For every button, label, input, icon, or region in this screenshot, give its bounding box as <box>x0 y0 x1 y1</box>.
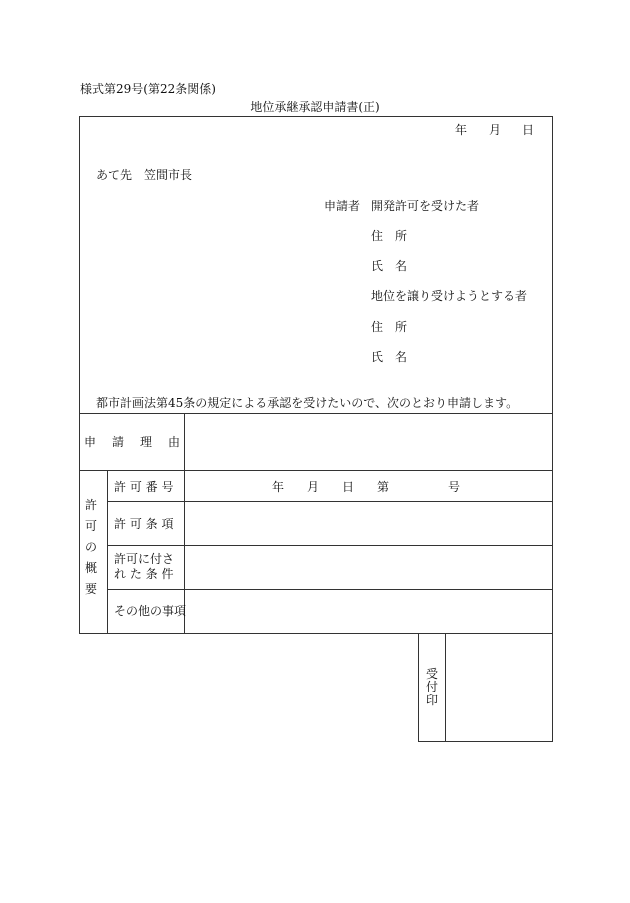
overview-label-char: 可 <box>84 519 97 533</box>
reason-label-char-2: 請 <box>112 435 125 449</box>
address-label-2: 住 所 <box>371 320 408 334</box>
document-title: 地位承継承認申請書(正) <box>250 100 380 114</box>
application-statement: 都市計画法第45条の規定による承認を受けたいので、次のとおり申請します。 <box>96 396 519 410</box>
permit-number-label: 許 可 番 号 <box>114 480 174 494</box>
row-rule-2 <box>107 545 553 546</box>
permit-conditions-line-1: 許可に付さ <box>114 552 175 566</box>
permit-clause-label: 許 可 条 項 <box>114 517 174 531</box>
row-rule-1 <box>107 501 553 502</box>
reason-bottom-rule <box>79 470 553 471</box>
permit-number-day: 日 <box>342 480 355 494</box>
label-column-rule <box>184 413 185 633</box>
permit-number-dai: 第 <box>377 480 390 494</box>
reason-label-char-3: 理 <box>140 435 153 449</box>
overview-label-char: 概 <box>84 561 97 575</box>
permit-holder-label: 開発許可を受けた者 <box>371 199 480 213</box>
permit-number-month: 月 <box>307 480 320 494</box>
date-month: 月 <box>489 123 502 137</box>
addressee: あて先 笠間市長 <box>96 168 193 182</box>
form-number: 様式第29号(第22条関係) <box>80 82 216 96</box>
permit-number-year: 年 <box>272 480 285 494</box>
overview-label-char: の <box>84 540 97 554</box>
overview-label-rule <box>107 470 108 633</box>
overview-label <box>83 495 99 600</box>
transferee-label: 地位を譲り受けようとする者 <box>371 289 528 303</box>
table-top-rule <box>79 413 553 414</box>
permit-number-go: 号 <box>448 480 461 494</box>
receipt-label-char: 付 <box>425 680 438 694</box>
permit-conditions-line-2: れ た 条 件 <box>114 567 174 581</box>
reason-label-char-1: 申 <box>84 435 97 449</box>
name-label-1: 氏 名 <box>371 259 408 273</box>
date-day: 日 <box>522 123 535 137</box>
row-rule-3 <box>107 589 553 590</box>
receipt-label-char: 印 <box>425 693 438 707</box>
date-year: 年 <box>455 123 468 137</box>
applicant-label: 申請者 <box>324 199 361 213</box>
permit-conditions-label <box>114 552 174 582</box>
receipt-label-char: 受 <box>425 667 438 681</box>
receipt-stamp-label <box>424 668 440 707</box>
other-matters-label: その他の事項 <box>114 604 187 618</box>
reason-label-char-4: 由 <box>168 435 181 449</box>
receipt-divider <box>445 633 446 741</box>
name-label-2: 氏 名 <box>371 350 408 364</box>
overview-label-char: 許 <box>84 498 97 512</box>
overview-label-char: 要 <box>84 582 97 596</box>
address-label-1: 住 所 <box>371 229 408 243</box>
